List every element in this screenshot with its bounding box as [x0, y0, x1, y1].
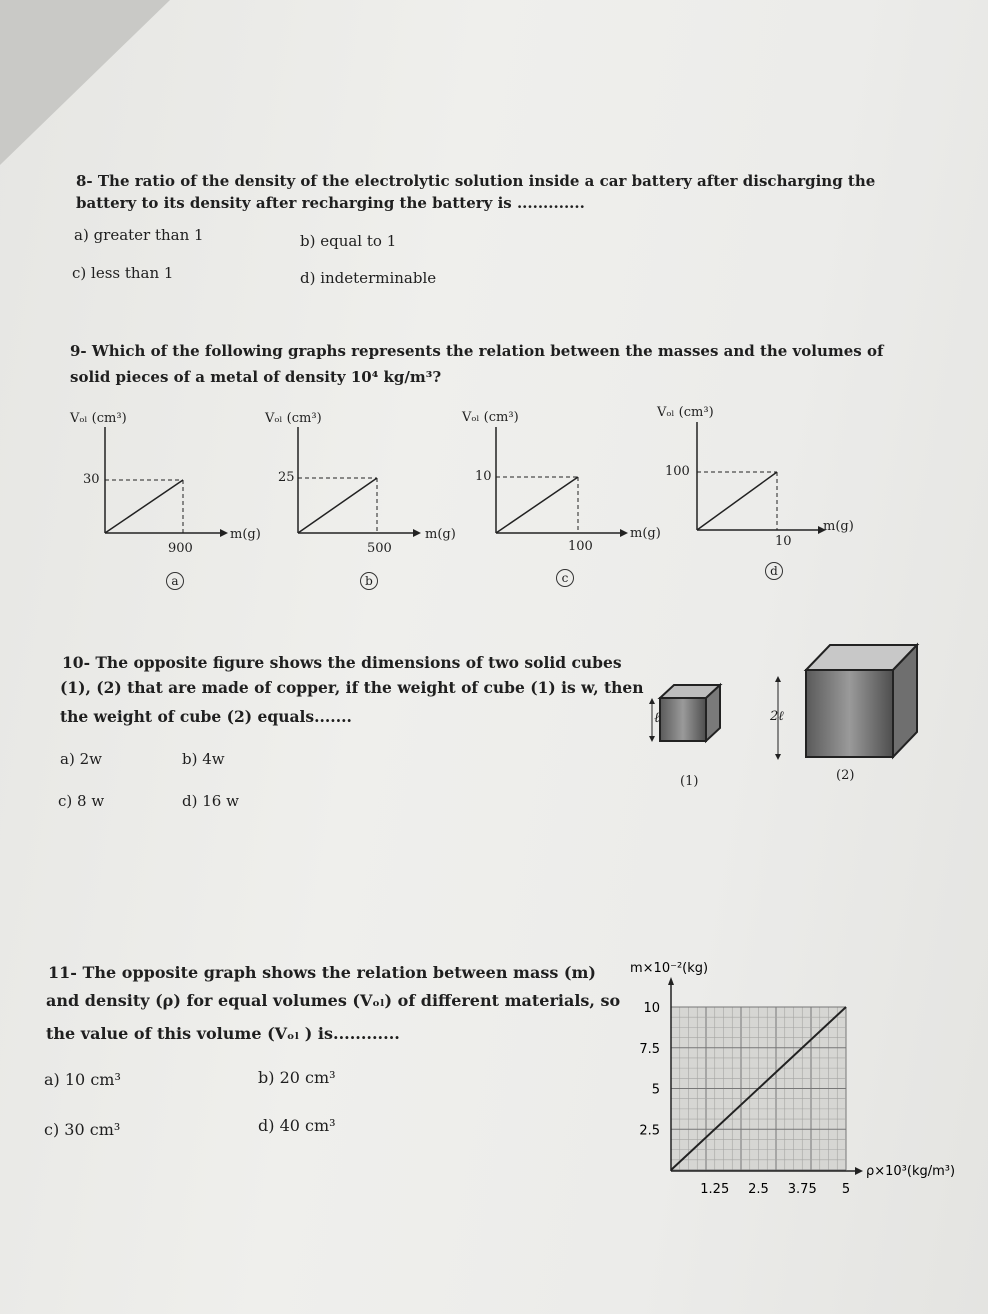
q8-option-d[interactable]: d) indeterminable [300, 269, 437, 287]
q9-graph-c[interactable] [460, 405, 670, 595]
graph-c-tag: c [556, 569, 574, 587]
q11-option-a[interactable]: a) 10 cm³ [44, 1070, 121, 1089]
graph-a-yvalue: 30 [83, 472, 100, 487]
cube-1-label: (1) [680, 774, 699, 789]
q9-graph-d[interactable] [655, 400, 875, 590]
x-tick-label: 2.5 [748, 1182, 769, 1197]
q10-option-a[interactable]: a) 2w [60, 750, 102, 768]
graph-a-xvalue: 900 [168, 541, 193, 556]
chart-x-label: ρ×10³(kg/m³) [866, 1164, 956, 1179]
graph-c-yvalue: 10 [475, 469, 492, 484]
graph-a-xlabel: m(g) [230, 527, 261, 542]
q11-option-c[interactable]: c) 30 cm³ [44, 1120, 121, 1139]
graph-c-ylabel: Vₒₗ (cm³) [462, 410, 519, 425]
x-tick-label: 1.25 [700, 1182, 730, 1197]
graph-b-yvalue: 25 [278, 470, 295, 485]
q10-option-d[interactable]: d) 16 w [182, 792, 239, 810]
q11-question-line2: and density (ρ) for equal volumes (Vₒₗ) of different materials, so [46, 991, 621, 1010]
q11-option-b[interactable]: b) 20 cm³ [258, 1068, 336, 1087]
q10-option-c[interactable]: c) 8 w [58, 792, 105, 810]
graph-d-yvalue: 100 [665, 464, 690, 479]
q8-question-line2: battery to its density after recharging the battery is ............. [76, 194, 585, 212]
y-tick-label: 10 [643, 1001, 660, 1016]
graph-c-xvalue: 100 [568, 539, 593, 554]
q11-chart-svg [600, 945, 980, 1205]
q10-cubes-figure [640, 640, 940, 800]
q11-question-line3: the value of this volume (Vₒₗ ) is............ [46, 1024, 400, 1043]
q8-question-line1: 8- The ratio of the density of the electrolytic solution inside a car battery after discharging the [76, 172, 876, 190]
q10-question-line2: (1), (2) that are made of copper, if the weight of cube (1) is w, then [60, 678, 644, 697]
cube-2-label: (2) [836, 768, 855, 783]
q10-option-b[interactable]: b) 4w [182, 750, 225, 768]
cube-1 [660, 685, 720, 741]
chart-y-label: m×10⁻²(kg) [630, 961, 709, 976]
graph-b-tag: b [360, 572, 378, 590]
x-tick-label: 3.75 [787, 1182, 817, 1197]
graph-b-xlabel: m(g) [425, 527, 456, 542]
graph-b-ylabel: Vₒₗ (cm³) [265, 411, 322, 426]
y-tick-label: 2.5 [639, 1123, 660, 1139]
graph-d-xvalue: 10 [775, 534, 792, 549]
q11-option-d[interactable]: d) 40 cm³ [258, 1116, 336, 1135]
y-tick-label: 7.5 [639, 1041, 660, 1057]
q8-option-c[interactable]: c) less than 1 [72, 264, 174, 282]
cube-2 [806, 645, 917, 757]
graph-a-tag: a [166, 572, 184, 590]
q9-graph-a[interactable] [70, 405, 270, 595]
q10-question-line1: 10- The opposite figure shows the dimensions of two solid cubes [62, 653, 622, 672]
graph-d-xlabel: m(g) [823, 519, 854, 534]
graph-b-xvalue: 500 [367, 541, 392, 556]
q9-question-line2: solid pieces of a metal of density 10⁴ kg/m³? [70, 368, 442, 386]
y-tick-label: 5 [651, 1082, 660, 1098]
graph-c-xlabel: m(g) [630, 526, 661, 541]
graph-a-ylabel: Vₒₗ (cm³) [70, 411, 127, 426]
q10-question-line3: the weight of cube (2) equals....... [60, 707, 352, 726]
q11-question-line1: 11- The opposite graph shows the relation between mass (m) [48, 963, 596, 982]
dim-2l-label: 2ℓ [770, 709, 784, 724]
page-corner-shadow [0, 0, 170, 165]
graph-d-tag: d [765, 562, 783, 580]
dim-l-label: ℓ [654, 710, 660, 726]
graph-d-ylabel: Vₒₗ (cm³) [657, 405, 714, 420]
q11-chart [600, 945, 980, 1205]
x-tick-label: 5 [841, 1182, 851, 1197]
q9-question-line1: 9- Which of the following graphs represents the relation between the masses and the volumes of [70, 342, 884, 360]
q8-option-a[interactable]: a) greater than 1 [74, 226, 204, 244]
q9-graph-b[interactable] [265, 405, 465, 595]
q8-option-b[interactable]: b) equal to 1 [300, 232, 397, 250]
